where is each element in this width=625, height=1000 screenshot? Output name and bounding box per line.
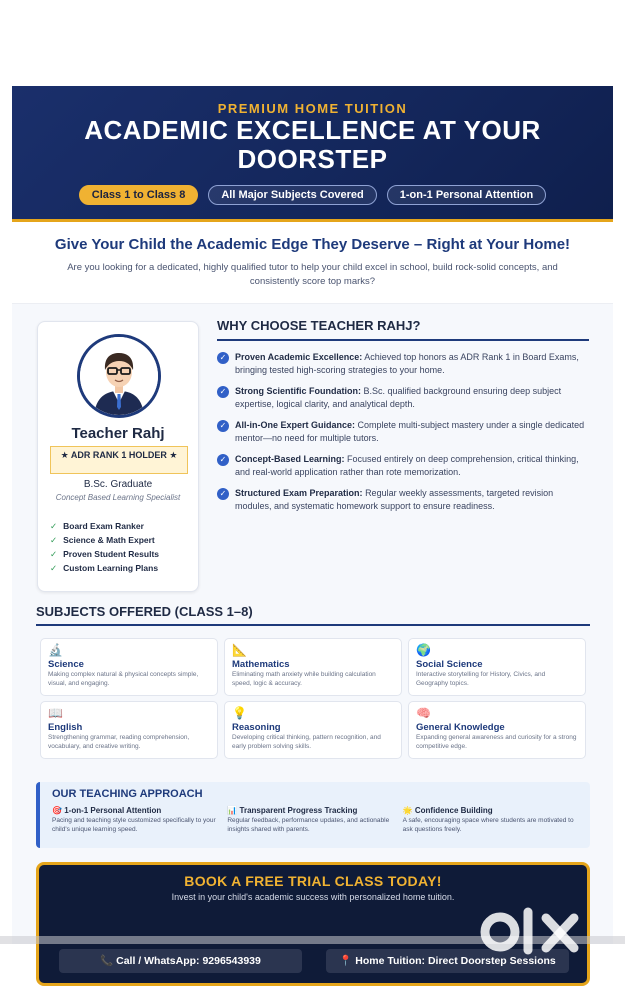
subject-desc: Interactive storytelling for History, Civics, and Geography topics.	[416, 671, 546, 687]
subject-desc: Developing critical thinking, pattern recognition, and early problem solving skills.	[232, 734, 381, 750]
subject-desc: Expanding general awareness and curiosity for a strong competitive edge.	[416, 734, 577, 750]
subject-name: Social Science	[416, 659, 483, 670]
approach-item-desc: A safe, encouraging space where students are motivated to ask questions freely.	[402, 817, 574, 833]
check-circle-icon: ✓	[217, 352, 229, 364]
hero-title: ACADEMIC EXCELLENCE AT YOUR DOORSTEP	[84, 115, 541, 174]
approach-item-title: Confidence Building	[414, 806, 493, 815]
check-icon: ✓	[50, 549, 58, 559]
highlight-item: ✓ Board Exam Ranker	[50, 521, 144, 531]
teacher-name: Teacher Rahj	[71, 425, 165, 442]
check-circle-icon: ✓	[217, 420, 229, 432]
teacher-profile-card	[37, 321, 199, 592]
approach-item	[52, 806, 227, 834]
check-circle-icon: ✓	[217, 488, 229, 500]
subject-tile-mathematics	[224, 638, 402, 696]
subject-desc: Making complex natural & physical concepts simple, visual, and engaging.	[48, 671, 199, 687]
hero-banner	[12, 86, 613, 222]
why-item: ✓ Structured Exam Preparation: Regular weekly assessments, targeted revision modules, and systematic homework support to ensure readiness.	[217, 487, 589, 512]
subjects-grid	[40, 638, 586, 759]
approach-item-desc: Regular feedback, performance updates, and actionable insights shared with parents.	[227, 817, 390, 833]
approach-item-desc: Pacing and teaching style customized specifically to your child's unique learning speed.	[52, 817, 216, 833]
why-item: ✓ Proven Academic Excellence: Achieved top honors as ADR Rank 1 in Board Exams, bringing tested high-scoring strategies to your home.	[217, 351, 589, 376]
olx-watermark-logo	[478, 902, 588, 962]
subject-name: Reasoning	[232, 722, 281, 733]
teacher-highlights	[50, 521, 159, 577]
chip-subjects: All Major Subjects Covered	[208, 185, 376, 205]
subject-tile-reasoning	[224, 701, 402, 759]
hero-chips	[12, 185, 613, 205]
why-title: WHY CHOOSE TEACHER RAHJ?	[217, 318, 589, 341]
globe-icon: 🌍	[416, 643, 431, 657]
subjects-title: SUBJECTS OFFERED (CLASS 1–8)	[36, 604, 590, 626]
rank-badge: ★ ADR RANK 1 HOLDER ★	[50, 446, 188, 474]
bar-chart-icon: 📊	[227, 806, 238, 815]
approach-item-title: Transparent Progress Tracking	[239, 806, 358, 815]
intro-text: Are you looking for a dedicated, highly qualified tutor to help your child excel in school, build rock-solid concepts, and consistently score top marks?	[67, 262, 558, 287]
subject-tile-science	[40, 638, 218, 696]
brain-icon: 🧠	[416, 706, 431, 720]
teacher-degree: B.Sc. Graduate	[83, 479, 153, 490]
star-icon: 🌟	[402, 806, 413, 815]
cta-subtext: Invest in your child's academic success with personalized home tuition.	[171, 892, 455, 902]
subject-name: English	[48, 722, 83, 733]
ruler-icon: 📐	[232, 643, 247, 657]
home-tuition-button[interactable]: 📍 Home Tuition: Direct Doorstep Sessions	[326, 949, 569, 973]
hero-eyebrow: PREMIUM HOME TUITION	[217, 101, 408, 116]
subject-tile-english	[40, 701, 218, 759]
approach-item	[403, 806, 578, 834]
subject-name: Science	[48, 659, 84, 670]
subject-name: General Knowledge	[416, 722, 505, 733]
teaching-approach-section	[36, 782, 590, 848]
highlight-item: ✓ Proven Student Results	[50, 549, 160, 559]
teacher-specialty: Concept Based Learning Specialist	[55, 493, 181, 502]
target-icon: 🎯	[52, 806, 62, 815]
subject-tile-social-science	[408, 638, 586, 696]
check-circle-icon: ✓	[217, 454, 229, 466]
lightbulb-icon: 💡	[232, 706, 247, 720]
highlight-item: ✓ Custom Learning Plans	[50, 563, 159, 573]
why-item: ✓ Concept-Based Learning: Focused entirely on deep comprehension, critical thinking, and real-world application rather than rote memorization.	[217, 453, 589, 478]
why-choose-section	[217, 318, 589, 512]
subject-desc: Eliminating math anxiety while building calculation speed, logic & accuracy.	[232, 671, 376, 687]
check-circle-icon: ✓	[217, 386, 229, 398]
intro-section	[12, 222, 613, 304]
intro-headline: Give Your Child the Academic Edge They Deserve – Right at Your Home!	[54, 236, 571, 253]
book-icon: 📖	[48, 706, 63, 720]
subject-desc: Strengthening grammar, reading comprehension, vocabulary, and creative writing.	[48, 734, 190, 750]
why-item: ✓ All-in-One Expert Guidance: Complete multi-subject mastery under a single dedicated mentor—no need for multiple tutors.	[217, 419, 589, 444]
approach-columns	[52, 806, 578, 834]
approach-title: OUR TEACHING APPROACH	[52, 788, 203, 800]
subject-name: Mathematics	[232, 659, 290, 670]
cta-headline: BOOK A FREE TRIAL CLASS TODAY!	[184, 873, 442, 889]
check-icon: ✓	[50, 521, 58, 531]
approach-item	[227, 806, 402, 834]
check-icon: ✓	[50, 535, 58, 545]
teacher-avatar	[77, 334, 161, 418]
approach-item-title: 1-on-1 Personal Attention	[64, 806, 162, 815]
chip-attention: 1-on-1 Personal Attention	[387, 185, 546, 205]
highlight-item: ✓ Science & Math Expert	[50, 535, 155, 545]
call-whatsapp-button[interactable]: 📞 Call / WhatsApp: 9296543939	[59, 949, 302, 973]
chip-class-range: Class 1 to Class 8	[79, 185, 199, 205]
check-icon: ✓	[50, 563, 58, 573]
why-item: ✓ Strong Scientific Foundation: B.Sc. qualified background ensuring deep subject expertise, logical clarity, and analytical depth.	[217, 385, 589, 410]
subject-tile-general-knowledge	[408, 701, 586, 759]
microscope-icon: 🔬	[48, 643, 63, 657]
